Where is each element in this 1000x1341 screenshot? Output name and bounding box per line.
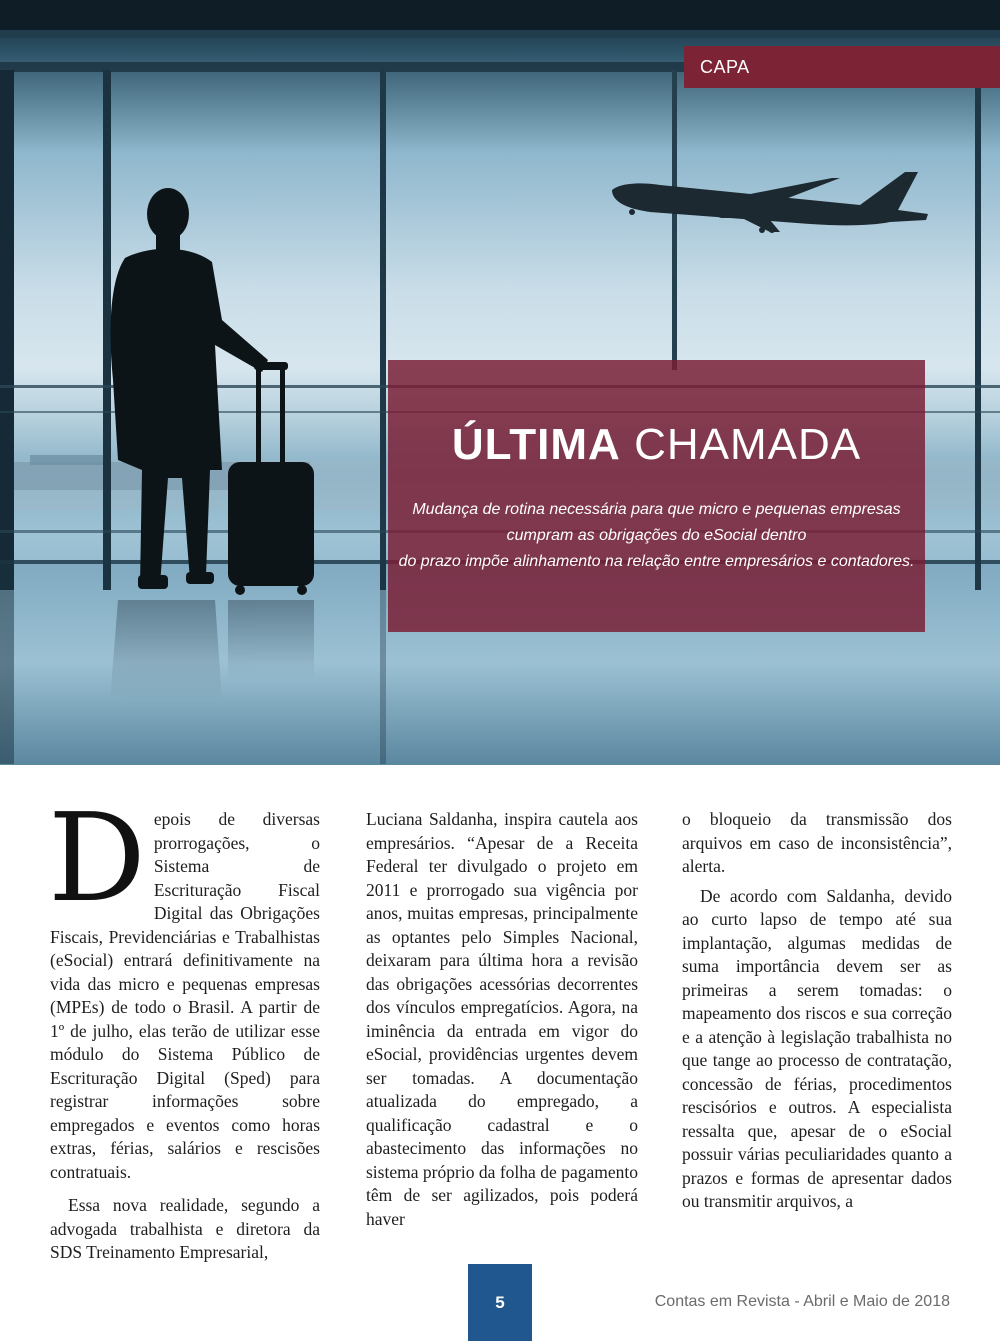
- subtitle-line: Mudança de rotina necessária para que micro e pequenas empresas: [412, 501, 901, 518]
- title-bold: ÚLTIMA: [451, 420, 621, 469]
- article-title: [388, 420, 925, 470]
- article-paragraph: Luciana Saldanha, inspira cautela aos empresários. “Apesar de a Receita Federal ter divulgado o projeto em 2011 e prorrogado sua vigência por anos, muitas empresas, principalmente as optantes pelo Simples Nacional, deixaram para última hora a revisão das obrigações acessórias decorrentes dos vínculos empregatícios. Agora, na iminência da entrada em vigor do eSocial, providências urgentes devem ser tomadas. A documentação atualizada do empregado, a qualificação cadastral e o abastecimento das informações no sistema próprio da folha de pagamento têm de ser agilizados, pois poderá haver: [366, 809, 638, 1229]
- article-column-2: [366, 808, 638, 1231]
- article-paragraph: o bloqueio da transmissão dos arquivos em caso de inconsistência”, alerta.: [682, 809, 952, 876]
- section-label: CAPA: [700, 56, 750, 77]
- suitcase-icon: [228, 362, 314, 595]
- section-tag: [684, 46, 1000, 88]
- subtitle-line: do prazo impõe alinhamento na relação entre empresários e contadores.: [398, 553, 915, 570]
- title-light: CHAMADA: [634, 420, 862, 469]
- article-column-3: [682, 808, 952, 1214]
- page-number: 5: [495, 1292, 505, 1312]
- page-number-box: [468, 1264, 532, 1341]
- drop-cap: D: [48, 787, 146, 929]
- article-column-1: [48, 787, 320, 1265]
- article-paragraph: De acordo com Saldanha, devido ao curto lapso de tempo até sua implantação, algumas medidas de suma importância devem ser as primeiras a serem tomadas: o mapeamento dos riscos e sua correção e a atenção à legislação trabalhista no que tange ao processo de contratação, concessão de férias, procedimentos rescisórios e outros. A especialista ressalta que, apesar de o eSocial possuir várias peculiaridades quanto a prazos e formas de apresentar dados ou transmitir arquivos, a: [682, 885, 952, 1211]
- subtitle-line: cumpram as obrigações do eSocial dentro: [506, 527, 807, 544]
- airplane-icon: [612, 172, 928, 233]
- publication-footer: Contas em Revista - Abril e Maio de 2018: [654, 1293, 950, 1310]
- article-paragraph: [48, 787, 320, 1184]
- paragraph-text: epois de diversas prorrogações, o Sistema de Escrituração Fiscal Digital das Obrigações Fiscais, Previdenciárias e Trabalhistas (eSocial) entrará definitivamente na vida das micro e pequenas empresas (MPEs) de todo o Brasil. A partir de 1º de julho, elas terão de utilizar esse módulo do Sistema Público de Escrituração Digital (Sped) para registrar informações sobre empregados e eventos como horas extras, férias, salários e rescisões contratuais.: [50, 809, 320, 1182]
- article-subtitle: [396, 497, 917, 575]
- headline-box: [388, 360, 925, 632]
- article-paragraph: Essa nova realidade, segundo a advogada trabalhista e diretora da SDS Treinamento Empresarial,: [50, 1195, 320, 1262]
